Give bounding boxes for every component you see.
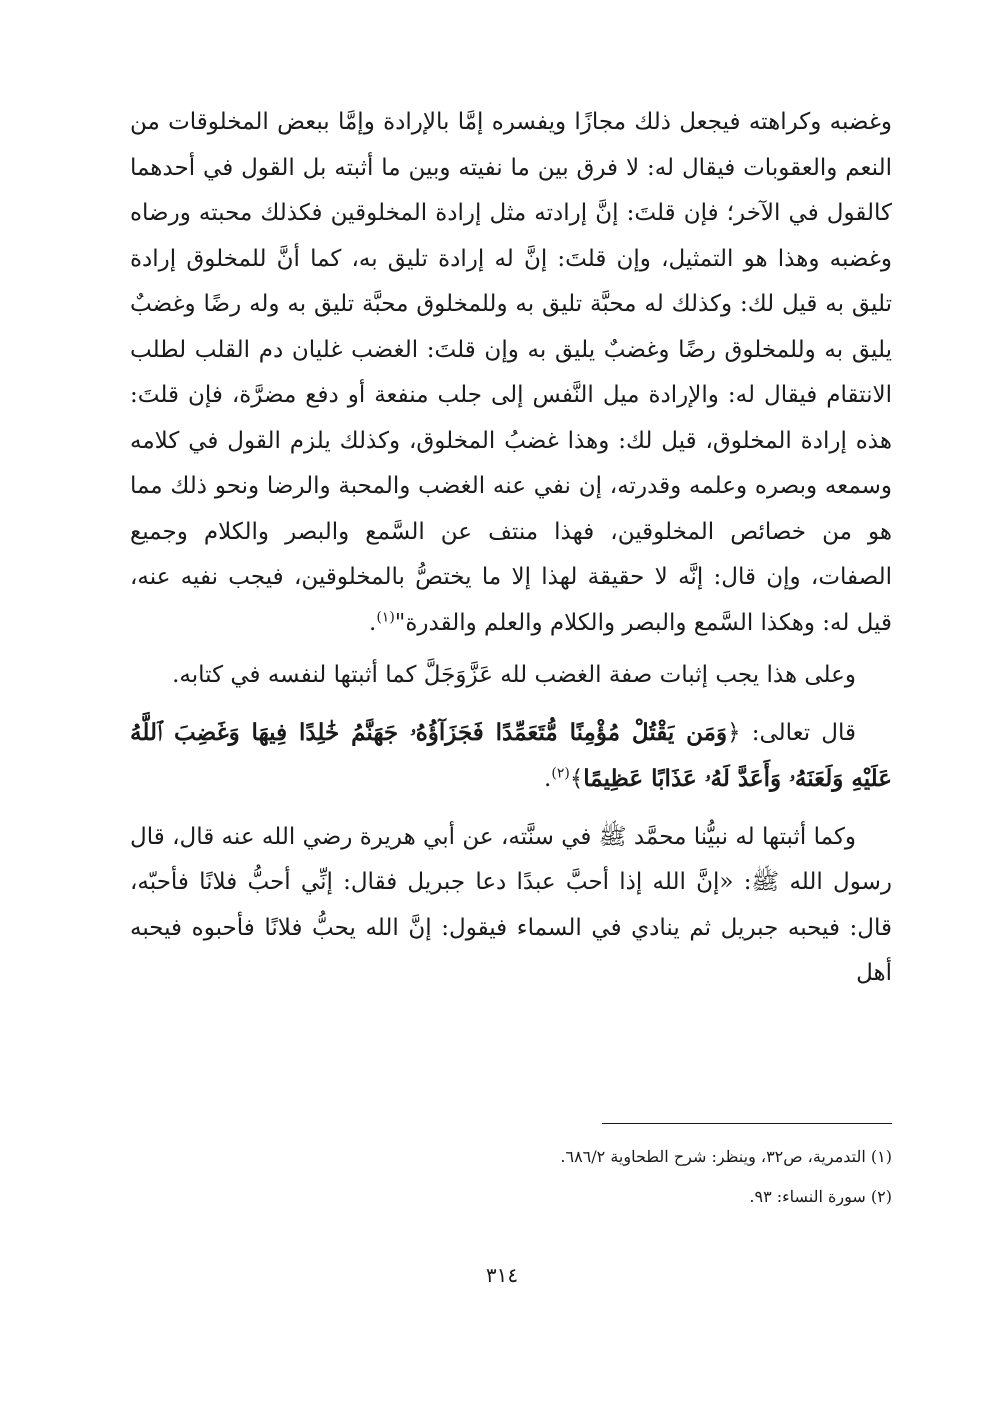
footnote-ref-1: (١) <box>376 608 395 625</box>
footnote-ref-2: (٢) <box>551 765 570 782</box>
quran-verse: وَمَن يَقْتُلْ مُؤْمِنًا مُّتَعَمِّدًا فَجَزَآؤُهُۥ جَهَنَّمُ خَٰلِدًا فِيهَا وَغَضِبَ ٱللَّهُ عَلَيْهِ وَلَعَنَهُۥ وَأَعَدَّ لَهُۥ عَذَابًا عَظِيمًا <box>130 718 892 792</box>
paragraph-1-end: . <box>369 609 377 636</box>
main-text <box>130 100 892 997</box>
paragraph-3-end: . <box>544 766 552 792</box>
footnote-1: (١) التدمرية، ص٣٢، وينظر: شرح الطحاوية ٦٨٦/٢. <box>560 1147 892 1166</box>
paragraph-continuation <box>130 100 892 646</box>
paragraph-1-text: وغضبه وكراهته فيجعل ذلك مجازًا ويفسره إمَّا بالإرادة وإمَّا ببعض المخلوقات من النعم والعقوبات فيقال له: لا فرق بين ما نفيته وبين ما أثبته بل القول في أحدهما كالقول في الآخر؛ فإن قلتَ: إنَّ إرادته مثل إرادة المخلوقين فكذلك محبته ورضاه وغضبه وهذا هو التمثيل، وإن قلتَ: إنَّ له إرادة تليق به، كما أنَّ للمخلوق إرادة تليق به قيل لك: وكذلك له محبَّة تليق به وللمخلوق محبَّة تليق به وله رضًا وغضبٌ يليق به وللمخلوق رضًا وغضبٌ يليق به وإن قلتَ: الغضب غليان دم القلب لطلب الانتقام فيقال له: والإرادة ميل النَّفس إلى جلب منفعة أو دفع مضرَّة، فإن قلتَ: هذه إرادة المخلوق، قيل لك: وهذا غضبُ المخلوق، وكذلك يلزم القول في كلامه وسمعه وبصره وعلمه وقدرته، إن نفي عنه الغضب والمحبة والرضا ونحو ذلك مما هو من خصائص المخلوقين، فهذا منتف عن السَّمع والبصر والكلام وجميع الصفات، وإن قال: إنَّه لا حقيقة لهذا إلا ما يختصُّ بالمخلوقين، فيجب نفيه عنه، قيل له: وهكذا السَّمع والبصر والكلام والعلم والقدرة" <box>130 109 892 636</box>
paragraph-2: وعلى هذا يجب إثبات صفة الغضب لله عَزَّوَجَلَّ كما أثبتها لنفسه في كتابه. <box>172 662 856 688</box>
quran-close-bracket: ﴾ <box>569 766 584 792</box>
page-number: ٣١٤ <box>485 1263 519 1287</box>
quran-intro: قال تعالى: <box>751 719 856 746</box>
quran-open-bracket: ﴿ <box>727 719 741 746</box>
footnote-2: (٢) سورة النساء: ٩٣. <box>749 1187 892 1206</box>
footnotes <box>130 1145 892 1225</box>
footnote-separator <box>602 1123 892 1124</box>
paragraph-3-quran-citation <box>130 710 892 803</box>
paragraph-4: وكما أثبتها له نبيُّنا محمَّد ﷺ في سنَّته، عن أبي هريرة رضي الله عنه قال، قال رسول الله ﷺ: «إنَّ الله إذا أحبَّ عبدًا دعا جبريل فقال: إنِّي أحبُّ فلانًا فأحبّه، قال: فيحبه جبريل ثم ينادي في السماء فيقول: إنَّ الله يحبُّ فلانًا فأحبوه فيحبه أهل <box>130 823 892 986</box>
